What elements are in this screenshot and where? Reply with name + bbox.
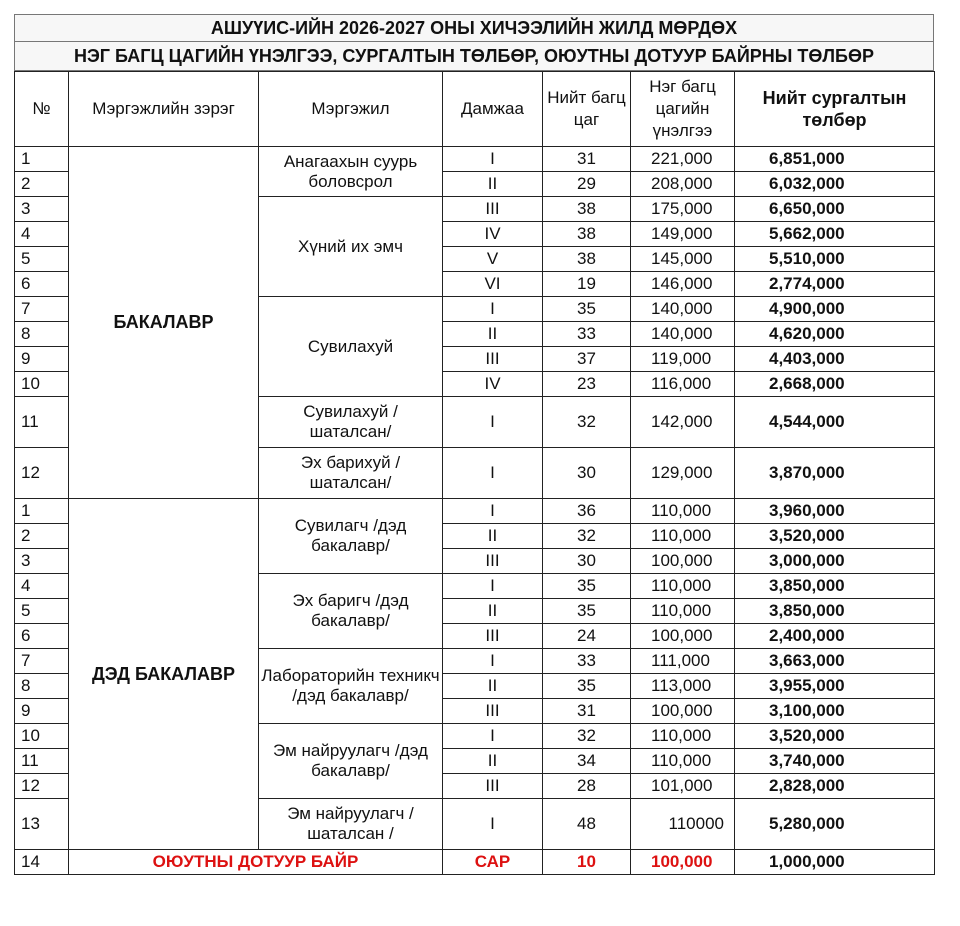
row-no: 7 <box>15 649 69 674</box>
price-cell: 140,000 <box>631 297 735 322</box>
dorm-label: ОЮУТНЫ ДОТУУР БАЙР <box>69 850 443 875</box>
level-cell: V <box>443 247 543 272</box>
credits-cell: 36 <box>543 499 631 524</box>
level-cell: II <box>443 749 543 774</box>
row-no: 8 <box>15 322 69 347</box>
credits-cell: 35 <box>543 574 631 599</box>
row-no: 10 <box>15 372 69 397</box>
fee-cell: 3,000,000 <box>735 549 935 574</box>
row-no: 12 <box>15 448 69 499</box>
credits-cell: 28 <box>543 774 631 799</box>
credits-cell: 19 <box>543 272 631 297</box>
document-subtitle: НЭГ БАГЦ ЦАГИЙН ҮНЭЛГЭЭ, СУРГАЛТЫН ТӨЛБӨР, ОЮУТНЫ ДОТУУР БАЙРНЫ ТӨЛБӨР <box>14 41 934 71</box>
fee-cell: 4,900,000 <box>735 297 935 322</box>
row-no: 2 <box>15 172 69 197</box>
row-no: 8 <box>15 674 69 699</box>
price-cell: 110,000 <box>631 749 735 774</box>
credits-cell: 35 <box>543 599 631 624</box>
level-cell: I <box>443 799 543 850</box>
price-cell: 116,000 <box>631 372 735 397</box>
row-no: 13 <box>15 799 69 850</box>
price-cell: 111,000 <box>631 649 735 674</box>
price-cell: 129,000 <box>631 448 735 499</box>
level-cell: II <box>443 599 543 624</box>
row-no: 6 <box>15 624 69 649</box>
row-no: 5 <box>15 247 69 272</box>
price-cell: 113,000 <box>631 674 735 699</box>
row-no: 1 <box>15 147 69 172</box>
row-no: 1 <box>15 499 69 524</box>
major-cell: Эм найруулагч /дэд бакалавр/ <box>259 724 443 799</box>
fee-cell: 3,520,000 <box>735 524 935 549</box>
degree-associate: ДЭД БАКАЛАВР <box>69 499 259 850</box>
price-cell: 142,000 <box>631 397 735 448</box>
level-cell: II <box>443 524 543 549</box>
price-cell: 110000 <box>631 799 735 850</box>
row-no: 7 <box>15 297 69 322</box>
table-row <box>15 147 935 172</box>
level-cell: IV <box>443 372 543 397</box>
row-no: 3 <box>15 197 69 222</box>
credits-cell: 30 <box>543 448 631 499</box>
level-cell: I <box>443 499 543 524</box>
credits-cell: 34 <box>543 749 631 774</box>
row-no: 9 <box>15 699 69 724</box>
row-no: 11 <box>15 749 69 774</box>
major-cell: Сувилахуй <box>259 297 443 397</box>
price-cell: 221,000 <box>631 147 735 172</box>
price-cell: 145,000 <box>631 247 735 272</box>
credits-cell: 23 <box>543 372 631 397</box>
major-cell: Хүний их эмч <box>259 197 443 297</box>
price-cell: 149,000 <box>631 222 735 247</box>
credits-cell: 32 <box>543 397 631 448</box>
credits-cell: 35 <box>543 674 631 699</box>
level-cell: III <box>443 549 543 574</box>
fee-cell: 3,740,000 <box>735 749 935 774</box>
credits-cell: 31 <box>543 699 631 724</box>
header-level: Дамжаа <box>443 72 543 147</box>
fee-cell: 3,520,000 <box>735 724 935 749</box>
level-cell: III <box>443 624 543 649</box>
level-cell: III <box>443 347 543 372</box>
major-cell: Эм найруулагч / шаталсан / <box>259 799 443 850</box>
fee-cell: 5,280,000 <box>735 799 935 850</box>
fee-cell: 6,851,000 <box>735 147 935 172</box>
price-cell: 175,000 <box>631 197 735 222</box>
level-cell: I <box>443 448 543 499</box>
fee-cell: 3,960,000 <box>735 499 935 524</box>
row-no: 4 <box>15 222 69 247</box>
table-row <box>15 499 935 524</box>
price-cell: 101,000 <box>631 774 735 799</box>
level-cell: IV <box>443 222 543 247</box>
header-row <box>15 72 935 147</box>
fee-cell: 3,663,000 <box>735 649 935 674</box>
fee-cell: 2,668,000 <box>735 372 935 397</box>
fee-cell: 5,662,000 <box>735 222 935 247</box>
credits-cell: 38 <box>543 222 631 247</box>
dorm-price: 100,000 <box>631 850 735 875</box>
fee-cell: 3,850,000 <box>735 574 935 599</box>
row-no: 11 <box>15 397 69 448</box>
major-cell: Сувилахуй / шаталсан/ <box>259 397 443 448</box>
row-no: 14 <box>15 850 69 875</box>
level-cell: I <box>443 147 543 172</box>
level-cell: II <box>443 322 543 347</box>
document-title: АШУҮИС-ИЙН 2026-2027 ОНЫ ХИЧЭЭЛИЙН ЖИЛД МӨРДӨХ <box>14 14 934 41</box>
fee-cell: 4,544,000 <box>735 397 935 448</box>
level-cell: I <box>443 649 543 674</box>
fee-cell: 2,774,000 <box>735 272 935 297</box>
price-cell: 110,000 <box>631 499 735 524</box>
dorm-unit: САР <box>443 850 543 875</box>
fee-cell: 4,403,000 <box>735 347 935 372</box>
row-no: 12 <box>15 774 69 799</box>
credits-cell: 35 <box>543 297 631 322</box>
level-cell: III <box>443 699 543 724</box>
row-no: 6 <box>15 272 69 297</box>
credits-cell: 30 <box>543 549 631 574</box>
credits-cell: 33 <box>543 649 631 674</box>
dorm-months: 10 <box>543 850 631 875</box>
level-cell: I <box>443 574 543 599</box>
price-cell: 100,000 <box>631 549 735 574</box>
credits-cell: 31 <box>543 147 631 172</box>
level-cell: II <box>443 674 543 699</box>
level-cell: I <box>443 397 543 448</box>
header-credit-price: Нэг багц цагийн үнэлгээ <box>631 72 735 147</box>
price-cell: 140,000 <box>631 322 735 347</box>
fee-cell: 6,032,000 <box>735 172 935 197</box>
fee-document <box>14 14 934 875</box>
row-no: 5 <box>15 599 69 624</box>
credits-cell: 38 <box>543 247 631 272</box>
price-cell: 110,000 <box>631 574 735 599</box>
price-cell: 110,000 <box>631 724 735 749</box>
level-cell: II <box>443 172 543 197</box>
price-cell: 110,000 <box>631 599 735 624</box>
credits-cell: 29 <box>543 172 631 197</box>
row-no: 2 <box>15 524 69 549</box>
fee-cell: 5,510,000 <box>735 247 935 272</box>
level-cell: VI <box>443 272 543 297</box>
credits-cell: 24 <box>543 624 631 649</box>
header-total-fee: Нийт сургалтын төлбөр <box>735 72 935 147</box>
major-cell: Сувилагч /дэд бакалавр/ <box>259 499 443 574</box>
credits-cell: 48 <box>543 799 631 850</box>
fee-cell: 6,650,000 <box>735 197 935 222</box>
row-no: 10 <box>15 724 69 749</box>
fee-cell: 4,620,000 <box>735 322 935 347</box>
dorm-row <box>15 850 935 875</box>
fee-cell: 3,100,000 <box>735 699 935 724</box>
level-cell: I <box>443 297 543 322</box>
price-cell: 100,000 <box>631 699 735 724</box>
price-cell: 208,000 <box>631 172 735 197</box>
level-cell: III <box>443 774 543 799</box>
major-cell: Анагаахын суурь боловсрол <box>259 147 443 197</box>
credits-cell: 37 <box>543 347 631 372</box>
header-major: Мэргэжил <box>259 72 443 147</box>
level-cell: I <box>443 724 543 749</box>
fee-cell: 3,870,000 <box>735 448 935 499</box>
fee-cell: 3,955,000 <box>735 674 935 699</box>
price-cell: 100,000 <box>631 624 735 649</box>
credits-cell: 33 <box>543 322 631 347</box>
row-no: 3 <box>15 549 69 574</box>
price-cell: 110,000 <box>631 524 735 549</box>
row-no: 9 <box>15 347 69 372</box>
major-cell: Эх барихуй / шаталсан/ <box>259 448 443 499</box>
credits-cell: 38 <box>543 197 631 222</box>
fee-cell: 3,850,000 <box>735 599 935 624</box>
major-cell: Лабораторийн техникч /дэд бакалавр/ <box>259 649 443 724</box>
header-no: № <box>15 72 69 147</box>
level-cell: III <box>443 197 543 222</box>
degree-bachelor: БАКАЛАВР <box>69 147 259 499</box>
price-cell: 119,000 <box>631 347 735 372</box>
dorm-fee: 1,000,000 <box>735 850 935 875</box>
credits-cell: 32 <box>543 524 631 549</box>
fee-cell: 2,828,000 <box>735 774 935 799</box>
major-cell: Эх баригч /дэд бакалавр/ <box>259 574 443 649</box>
row-no: 4 <box>15 574 69 599</box>
price-cell: 146,000 <box>631 272 735 297</box>
credits-cell: 32 <box>543 724 631 749</box>
header-credits: Нийт багц цаг <box>543 72 631 147</box>
fee-table <box>14 71 935 875</box>
fee-cell: 2,400,000 <box>735 624 935 649</box>
header-degree: Мэргэжлийн зэрэг <box>69 72 259 147</box>
